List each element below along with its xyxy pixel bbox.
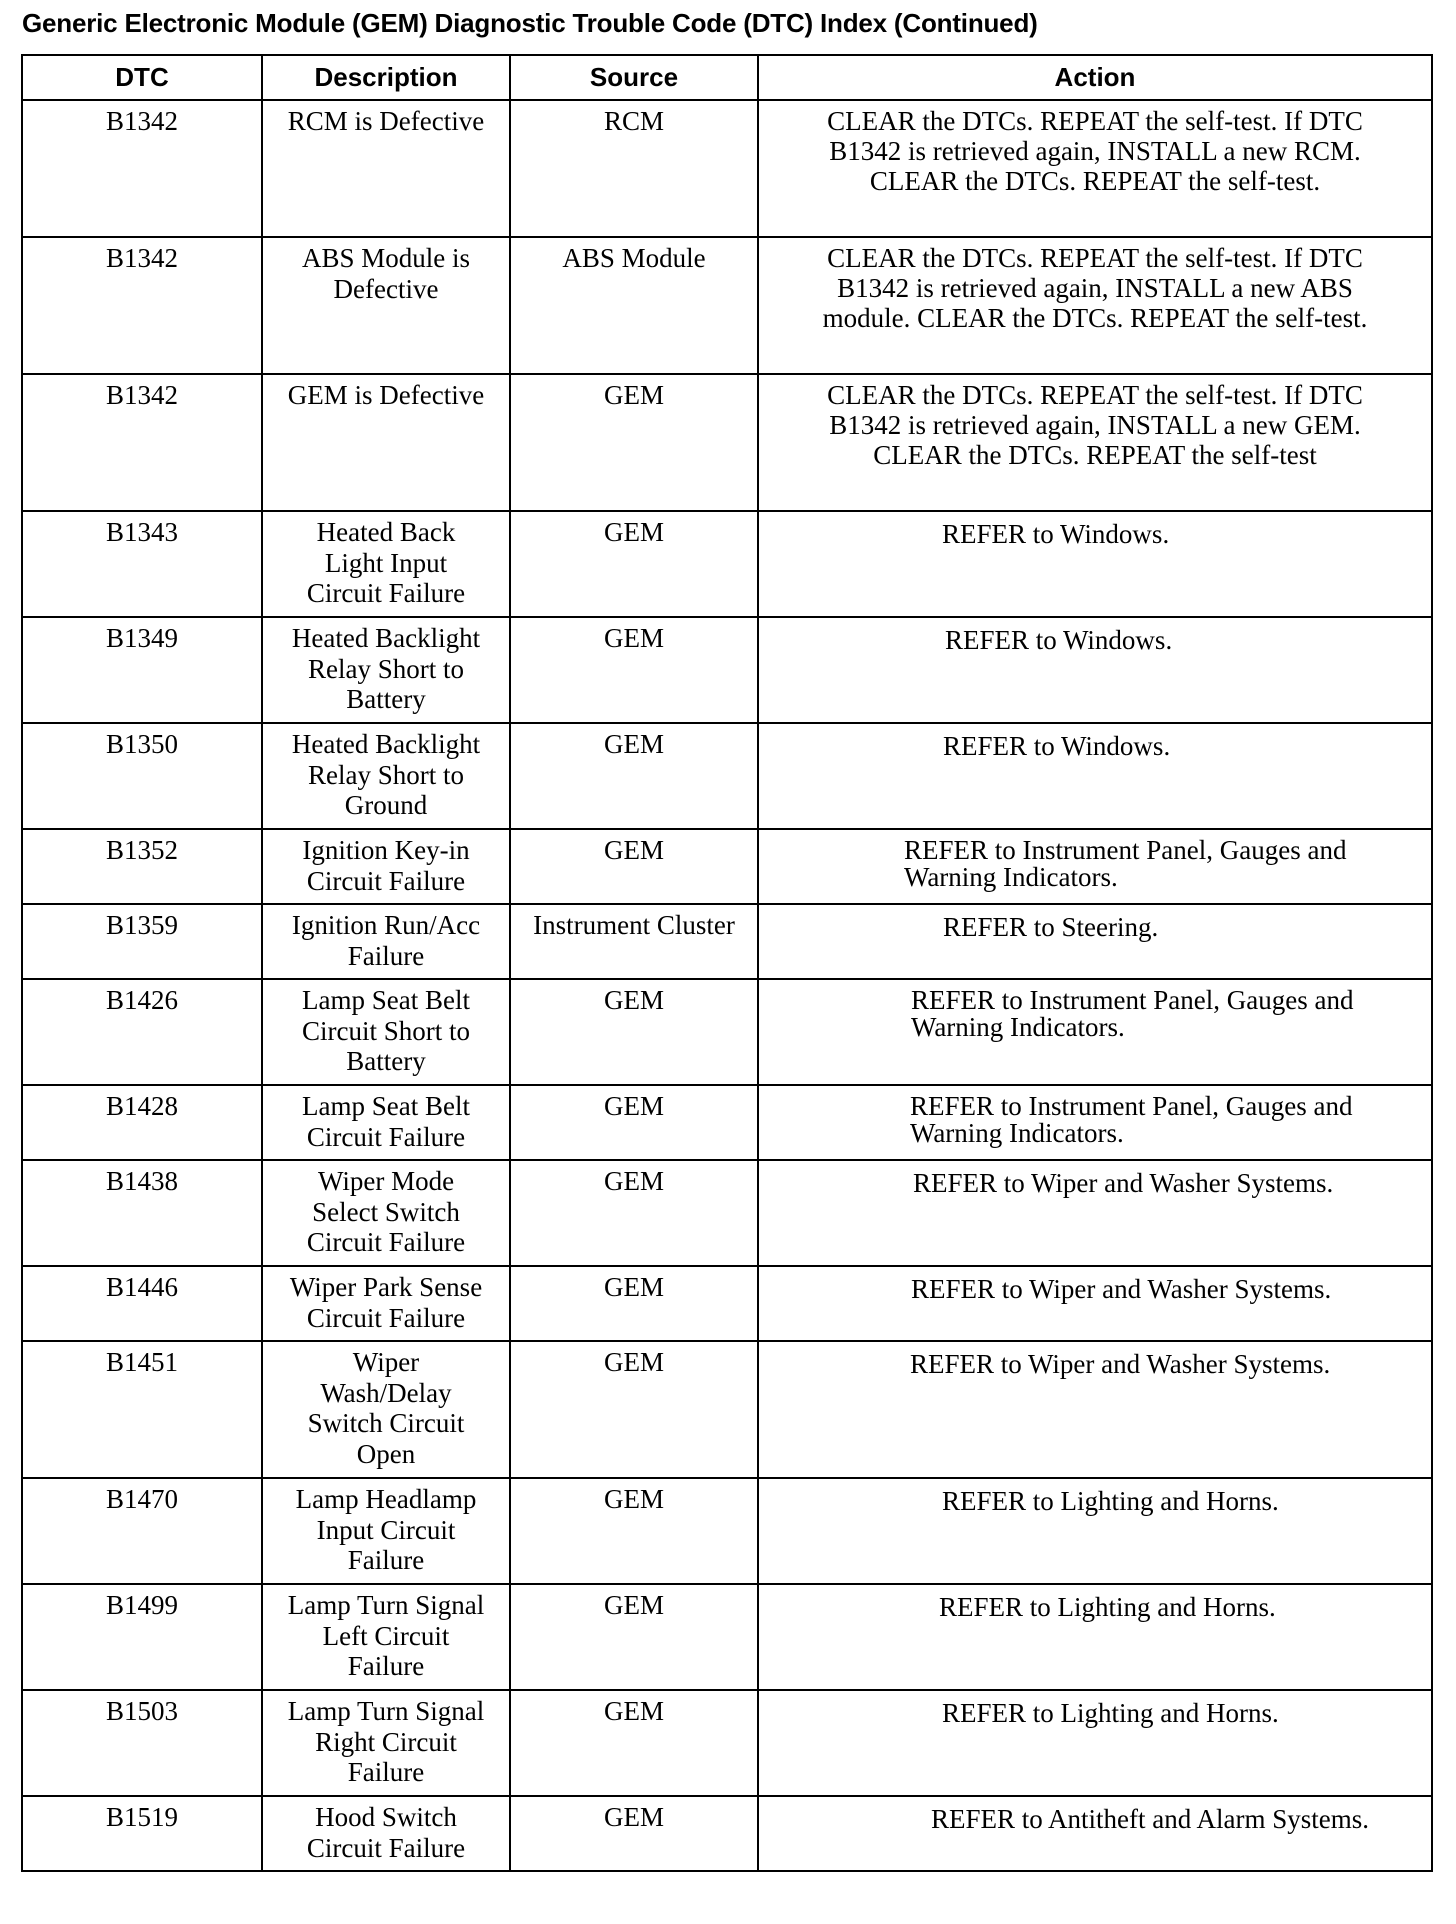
description-cell (262, 1341, 510, 1478)
table-row (22, 723, 1432, 829)
table-row (22, 1160, 1432, 1266)
action-text: REFER to Windows. (943, 731, 1171, 761)
action-cell (758, 374, 1432, 511)
description-cell (262, 1478, 510, 1584)
description-cell (262, 374, 510, 511)
dtc-code: B1342 (22, 100, 262, 237)
action-cell (758, 1085, 1432, 1160)
dtc-code: B1428 (22, 1085, 262, 1160)
source-cell: ABS Module (510, 237, 758, 374)
source-cell: GEM (510, 1478, 758, 1584)
dtc-code: B1446 (22, 1266, 262, 1341)
description-text: ABS Module is Defective (301, 243, 471, 304)
header-dtc: DTC (22, 55, 262, 100)
description-cell (262, 1584, 510, 1690)
action-cell (758, 1160, 1432, 1266)
description-cell (262, 1266, 510, 1341)
description-cell (262, 979, 510, 1085)
action-cell (758, 100, 1432, 237)
action-text: REFER to Wiper and Washer Systems. (910, 1349, 1331, 1379)
dtc-code: B1343 (22, 511, 262, 617)
action-cell (758, 1266, 1432, 1341)
description-text: Lamp Turn Signal Right Circuit Failure (287, 1696, 485, 1787)
action-text: CLEAR the DTCs. REPEAT the self-test. If DTC B1342 is retrieved again, INSTALL a new RCM. CLEAR the DTCs. REPEAT the self-test. (827, 106, 1363, 196)
source-cell: GEM (510, 1266, 758, 1341)
table-row (22, 979, 1432, 1085)
description-cell (262, 237, 510, 374)
description-text: Heated Backlight Relay Short to Ground (291, 729, 481, 820)
description-cell (262, 100, 510, 237)
source-cell: GEM (510, 1160, 758, 1266)
source-cell: GEM (510, 511, 758, 617)
dtc-code: B1352 (22, 829, 262, 904)
action-text: CLEAR the DTCs. REPEAT the self-test. If DTC B1342 is retrieved again, INSTALL a new ABS module. CLEAR the DTCs. REPEAT the self-test. (822, 243, 1368, 333)
description-text: Wiper Park Sense Circuit Failure (289, 1272, 483, 1333)
action-text: REFER to Antitheft and Alarm Systems. (931, 1804, 1369, 1834)
description-text: Wiper Mode Select Switch Circuit Failure (306, 1166, 466, 1257)
table-body (22, 100, 1432, 1871)
description-text: Heated Backlight Relay Short to Battery (291, 623, 481, 714)
action-text: REFER to Windows. (942, 519, 1170, 549)
action-text: REFER to Instrument Panel, Gauges and Warning Indicators. (904, 835, 1347, 892)
action-cell (758, 237, 1432, 374)
table-row (22, 829, 1432, 904)
action-cell (758, 904, 1432, 979)
description-text: Hood Switch Circuit Failure (306, 1802, 466, 1863)
action-cell (758, 1690, 1432, 1796)
description-cell (262, 829, 510, 904)
description-text: Ignition Run/Acc Failure (291, 910, 481, 971)
description-text: Lamp Seat Belt Circuit Short to Battery (302, 985, 470, 1076)
table-row (22, 1478, 1432, 1584)
description-text: Wiper Wash/Delay Switch Circuit Open (307, 1347, 465, 1469)
action-cell (758, 829, 1432, 904)
action-text: REFER to Lighting and Horns. (939, 1592, 1276, 1622)
source-cell: GEM (510, 1796, 758, 1871)
source-cell: GEM (510, 723, 758, 829)
description-cell (262, 1160, 510, 1266)
table-row (22, 1796, 1432, 1871)
source-cell: GEM (510, 1690, 758, 1796)
description-text: Ignition Key-in Circuit Failure (302, 835, 470, 896)
table-row (22, 1341, 1432, 1478)
source-cell: Instrument Cluster (510, 904, 758, 979)
action-cell (758, 723, 1432, 829)
source-cell: GEM (510, 979, 758, 1085)
table-row (22, 511, 1432, 617)
description-text: Lamp Seat Belt Circuit Failure (302, 1091, 470, 1152)
source-cell: GEM (510, 1584, 758, 1690)
table-row (22, 1584, 1432, 1690)
action-text: REFER to Lighting and Horns. (942, 1698, 1279, 1728)
source-cell: GEM (510, 1085, 758, 1160)
action-text: REFER to Lighting and Horns. (942, 1486, 1279, 1516)
action-cell (758, 1584, 1432, 1690)
description-cell (262, 1690, 510, 1796)
table-header-row (22, 55, 1432, 100)
action-text: CLEAR the DTCs. REPEAT the self-test. If DTC B1342 is retrieved again, INSTALL a new GEM. CLEAR the DTCs. REPEAT the self-test (827, 380, 1363, 470)
action-cell (758, 617, 1432, 723)
table-row (22, 100, 1432, 237)
dtc-code: B1438 (22, 1160, 262, 1266)
description-cell (262, 904, 510, 979)
table-row (22, 1085, 1432, 1160)
dtc-code: B1342 (22, 374, 262, 511)
dtc-code: B1350 (22, 723, 262, 829)
source-cell: GEM (510, 1341, 758, 1478)
table-row (22, 904, 1432, 979)
dtc-code: B1519 (22, 1796, 262, 1871)
dtc-code: B1359 (22, 904, 262, 979)
description-cell (262, 1085, 510, 1160)
description-text: Lamp Turn Signal Left Circuit Failure (287, 1590, 485, 1681)
action-text: REFER to Windows. (945, 625, 1173, 655)
description-text: Heated Back Light Input Circuit Failure (306, 517, 466, 608)
description-cell (262, 723, 510, 829)
action-cell (758, 979, 1432, 1085)
table-row (22, 617, 1432, 723)
dtc-index-table (21, 54, 1433, 1872)
description-cell (262, 617, 510, 723)
dtc-code: B1342 (22, 237, 262, 374)
source-cell: GEM (510, 617, 758, 723)
header-source: Source (510, 55, 758, 100)
action-text: REFER to Steering. (943, 912, 1159, 942)
action-text: REFER to Wiper and Washer Systems. (911, 1274, 1332, 1304)
table-row (22, 1266, 1432, 1341)
action-text: REFER to Instrument Panel, Gauges and Warning Indicators. (910, 1091, 1353, 1148)
table-row (22, 237, 1432, 374)
description-text: Lamp Headlamp Input Circuit Failure (295, 1484, 477, 1575)
action-cell (758, 1341, 1432, 1478)
description-cell (262, 511, 510, 617)
table-row (22, 1690, 1432, 1796)
source-cell: GEM (510, 829, 758, 904)
dtc-code: B1426 (22, 979, 262, 1085)
dtc-code: B1499 (22, 1584, 262, 1690)
dtc-code: B1349 (22, 617, 262, 723)
dtc-code: B1503 (22, 1690, 262, 1796)
source-cell: RCM (510, 100, 758, 237)
header-action: Action (758, 55, 1432, 100)
table-row (22, 374, 1432, 511)
description-text: RCM is Defective (287, 106, 485, 136)
source-cell: GEM (510, 374, 758, 511)
page-title: Generic Electronic Module (GEM) Diagnostic Trouble Code (DTC) Index (Continued) (22, 8, 1038, 38)
action-text: REFER to Wiper and Washer Systems. (913, 1168, 1334, 1198)
header-description: Description (262, 55, 510, 100)
dtc-code: B1470 (22, 1478, 262, 1584)
dtc-code: B1451 (22, 1341, 262, 1478)
description-text: GEM is Defective (287, 380, 485, 410)
description-cell (262, 1796, 510, 1871)
action-text: REFER to Instrument Panel, Gauges and Warning Indicators. (911, 985, 1354, 1042)
action-cell (758, 511, 1432, 617)
action-cell (758, 1478, 1432, 1584)
action-cell (758, 1796, 1432, 1871)
